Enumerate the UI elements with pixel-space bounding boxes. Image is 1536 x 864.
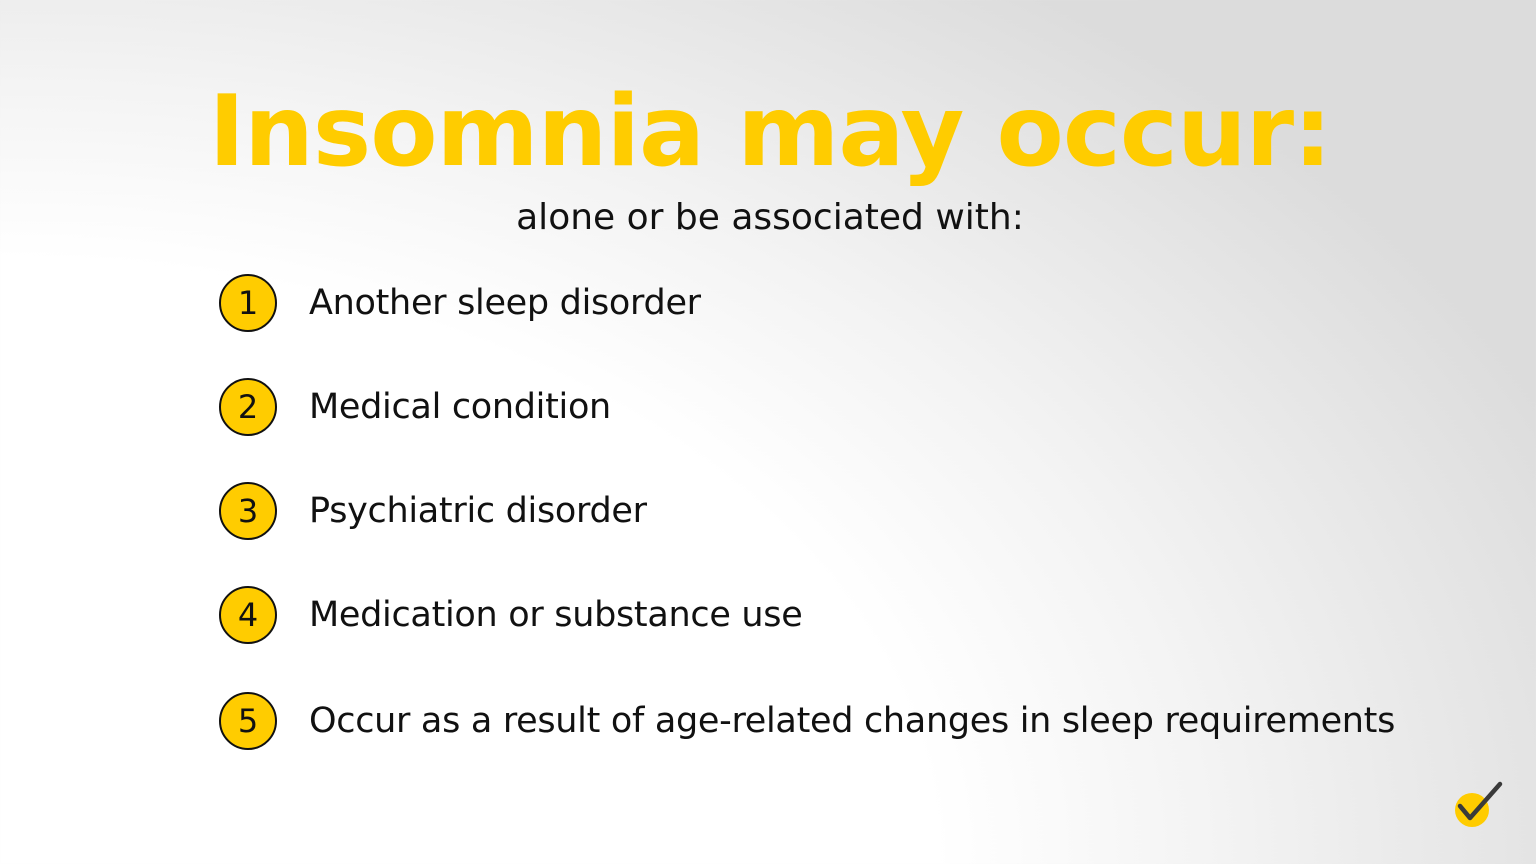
list-item [219,271,701,335]
number-badge: 1 [219,274,277,332]
slide-title: Insomnia may occur: [208,75,1332,189]
list-item-label: Medication or substance use [309,595,803,635]
slide-subtitle: alone or be associated with: [516,197,1024,238]
number-badge: 2 [219,378,277,436]
number-badge: 3 [219,482,277,540]
list-item [219,479,647,543]
list-item [219,583,802,647]
list-item-label: Psychiatric disorder [309,491,647,531]
list-item [219,689,1395,753]
number-badge: 5 [219,692,277,750]
list-item-label: Occur as a result of age-related changes in sleep requirements [309,701,1396,741]
number-badge: 4 [219,586,277,644]
checkmark-logo-icon [1452,780,1504,830]
list-item [219,375,611,439]
list-item-label: Another sleep disorder [309,283,701,323]
list-item-label: Medical condition [309,387,611,427]
